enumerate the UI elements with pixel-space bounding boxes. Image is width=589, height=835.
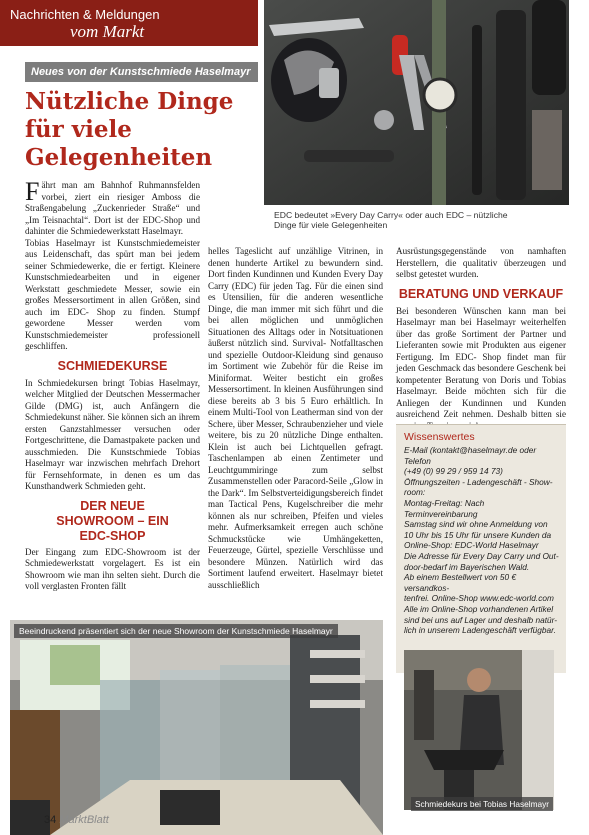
column-2 [208,246,383,591]
info-line: lich in unserem Ladengeschäft verfügbar. [404,625,556,636]
info-line: Samstag sind wir ohne Anmeldung von [404,519,548,530]
info-line: Die Adresse für Every Day Carry und Out- [404,550,559,561]
edc-items-photo [264,0,569,205]
page-number: 34 [44,814,57,826]
info-box-title: Wissenswertes [404,431,475,443]
info-line: Alle im Online-Shop vorhandenen Artikel [404,603,554,614]
intro-paragraph [25,177,200,238]
showroom-photo-caption: Beeindruckend präsentiert sich der neue Showroom der Kunstschmiede Haselmayr [14,624,338,638]
info-line: door-bedarf im Bayerischen Wald. [404,561,530,572]
article-headline: Nützliche Dinge für viele Gelegenheiten [25,88,234,171]
section-header-tag [0,0,258,46]
paragraph: Tobias Haselmayr ist Kunstschmiedemeister aus Leidenschaft, das spürt man bei jedem seiner Schmiedewerke, die er fertigt. Kleinere Kunstschmiedearbeiten und in eigener Werkstatt geschmiedete Messer, sowie ein großes Messersortiment in allen Größen, sind auch im EDC- Shop zu finden. Stumpf gewordene Messer werden vom Kunstschmiedemeister professionell geschliffen. [25,237,200,351]
paragraph: In Schmiedekursen bringt Tobias Haselmayr, welcher Mitglied der Deutschen Messermacher Gilde (DMG) ist, auch Anfängern die Schmiedekunst näher. Sie können sich an ihrem ersten Ganzstahlmesser versuchen oder Fortgeschrittene, die Damastpakete packen und ausschmieden. Die Kunstschmiede Tobias Haselmayr war inzwischen mehrfach Drehort für Fernsehformate, in denen es um das Kunsthandwerk Schmieden geht. [25,377,200,491]
heading-schmiedekurse: SCHMIEDEKURSE [57,358,168,373]
intro-text: ährt man am Bahnhof Ruhmannsfelden vorbei, ziert ein riesiger Amboss die Straßengabelung „Zuckenrieder Straße“ und „Im Teisnachtal“. Dort ist der EDC-Shop und dahinter die Schmiedewerkstatt Haselmayr. [25,180,200,236]
drop-cap: F [25,177,40,206]
info-line: 10 Uhr bis 15 Uhr für unsere Kunden da [404,529,552,540]
info-line: Ab einem Bestellwert von 50 € versandkos- [404,572,517,593]
paragraph: Ausrüstungsgegenstände von namhaften Herstellern, die qualitativ überzeugen und selbst getestet wurden. [396,246,566,279]
info-line: E-Mail (kontakt@haselmayr.de oder Telefon [404,445,537,466]
section-header-line1: Nachrichten & Meldungen [10,7,160,22]
magazine-brand: MarktBlatt [59,814,109,826]
heading-showroom: DER NEUE SHOWROOM – EIN EDC-SHOP [56,498,169,543]
column-3 [396,246,566,432]
page-footer [44,814,109,826]
info-box-body [404,445,560,636]
info-line: Online-Shop: EDC-World Haselmayr [404,540,539,551]
heading-beratung: BERATUNG UND VERKAUF [398,286,564,301]
info-line: (+49 (0) 99 29 / 959 14 73) [404,466,503,477]
section-header-line2: vom Markt [70,22,145,41]
schmiedekurs-photo [404,650,554,810]
info-box [396,424,566,673]
info-line: room: [404,487,426,498]
paragraph: Bei besonderen Wünschen kann man bei Haselmayr man bei Haselmayr weiterhelfen über das große Sortiment der Partner und Lieferanten sowie mit Produkten aus eigener Fertigung. Im EDC- Shop findet man für jeden Geschmack das besondere Geschenk bei kompetenter Beratung von Doris und Tobias Haselmayr. Beide möchten sich für die Anliegen der Kundinnen und Kunden ausreichend Zeit nehmen. Deshalb bitten sie [396,305,566,419]
info-line: Öffnungszeiten - Ladengeschäft - Show- [404,476,553,487]
paragraph: Der Eingang zum EDC-Showroom ist der Schmiedewerkstatt vorgelagert. Es ist ein Showroom wie man ihn selten sieht. Durch die voll verglasten Fronten fällt [25,546,200,591]
schmiedekurs-photo-caption: Schmiedekurs bei Tobias Haselmayr [411,797,553,811]
info-line: Montag-Freitag: Nach Terminvereinbarung [404,497,485,519]
info-line: tenfrei. Online-Shop www.edc-world.com [404,593,554,604]
column-1 [25,177,200,593]
paragraph: helles Tageslicht auf unzählige Vitrinen, in denen hunderte Artikel zu bewundern sind. Dort finden Kundinnen und Kunden Every Day Carry (EDC) für jeden Tag. Für die einen sind es Utensilien, für die anderen wesentliche Dinge, die man immer mit sich führt und die bei allen möglichen und unmöglichen Situationen des Alltags oder in Notsituationen äußerst nützlich sind. Survival- Notfalltaschen und spezielle Outdoor-Kleidung sind genauso im Sortiment wie Zubehör für die Reise im Miniformat. Weiter besticht ein großes Messersortiment. In kleinen Ausführungen sind diese bereits ab 3 bis 5 Euro erhältlich. In einem Multi-Tool von Leatherman sind von der Schere, über Messer, Schraubenzieher und viele weitere, bis zu 20 nützliche Dinge enthalten. Klein ist auch bei Lichtquellen gefragt. Taschenlampen ab einen Zentimeter und Leuchtgummiringe zum selbst Zusammenstellen oder Paracord-Seile „Glow in the Dark“. Im Selbstverteidigungsbereich findet man Tactical Pens, Kugelschreiber die mehr können als nur schreiben, Pfeifen und vieles mehr. Aufmerksamkeit erregen auch schöne Schmuckstücke wie Umhängeketten, Feuerzeuge, Gürtel, spezielle Verschlüsse und besondere Münzen. Natürlich wird das Sortiment laufend erweitert. Haselmayr bietet ausschließlich [208,246,383,590]
showroom-photo [10,620,383,835]
info-line: sind bei uns auf Lager und deshalb natür- [404,614,557,625]
article-kicker: Neues von der Kunstschmiede Haselmayr [25,62,258,82]
edc-photo-caption: EDC bedeutet »Every Day Carry« oder auch EDC – nützliche Dinge für viele Gelegenheiten [274,210,508,230]
